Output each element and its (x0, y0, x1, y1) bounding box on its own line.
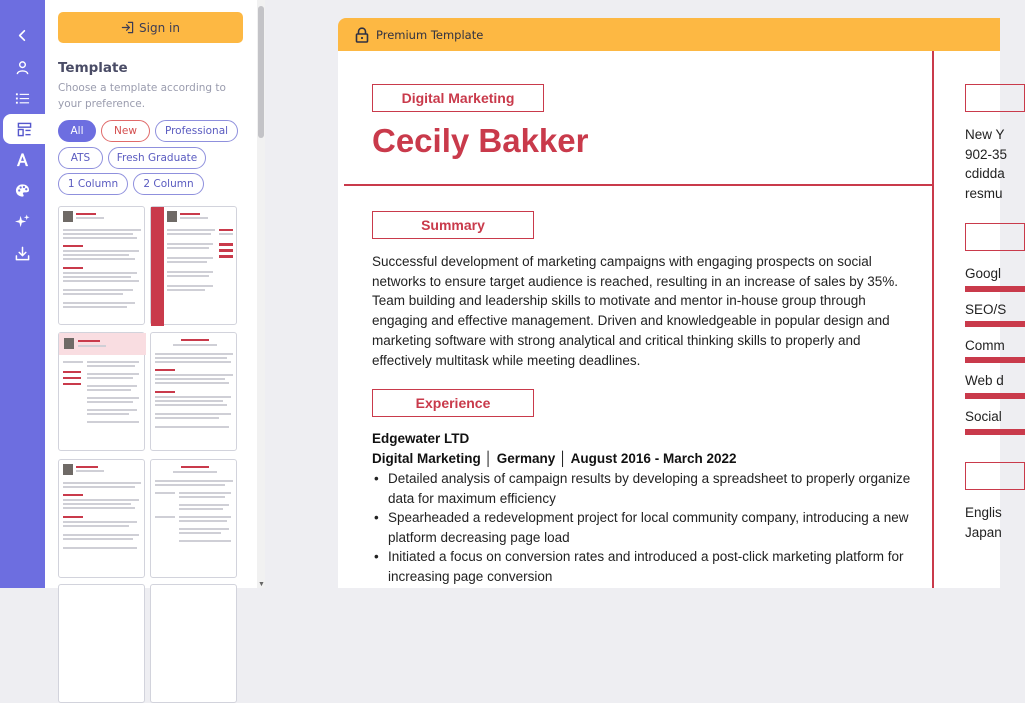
candidate-name: Cecily Bakker (372, 122, 589, 159)
template-thumbnail-8[interactable] (150, 584, 237, 703)
contact-line: 902-35 (965, 147, 1008, 162)
summary-heading-box (372, 211, 534, 239)
job-title: Digital Marketing (401, 90, 515, 106)
color-button[interactable] (0, 175, 45, 205)
premium-banner-label: Premium Template (376, 27, 484, 42)
scrollbar-thumb[interactable] (258, 6, 264, 138)
download-icon (15, 246, 30, 261)
filter-chip-1-column[interactable]: 1 Column (58, 173, 128, 195)
experience-heading: Experience (415, 395, 491, 411)
template-button[interactable] (3, 114, 45, 144)
panel-title: Template (58, 60, 128, 76)
contact-line: New Y (965, 127, 1005, 142)
summary-heading: Summary (421, 217, 485, 233)
template-thumbnail-7[interactable] (58, 584, 145, 703)
skill-bar (965, 321, 1025, 327)
filter-chip-all[interactable]: All (58, 120, 96, 142)
list-icon (15, 91, 30, 106)
filter-chip-fresh-graduate[interactable]: Fresh Graduate (108, 147, 206, 169)
template-thumbnail-1[interactable] (58, 206, 145, 325)
template-thumbnail-3[interactable] (58, 332, 145, 451)
filter-chip-professional[interactable]: Professional (155, 120, 238, 142)
panel-scrollbar[interactable] (257, 0, 265, 588)
panel-description: Choose a template according to your preference. (58, 82, 226, 110)
language-name: Japan (965, 525, 1002, 540)
languages-heading-box (965, 462, 1025, 490)
icon-rail (0, 0, 45, 588)
experience-heading-box (372, 389, 534, 417)
resume-preview[interactable] (338, 51, 1008, 588)
personal-info-button[interactable] (0, 52, 45, 82)
back-button[interactable] (0, 20, 45, 50)
lock-icon (355, 27, 369, 43)
template-thumbnail-5[interactable] (58, 459, 145, 578)
sign-in-label: Sign in (139, 20, 180, 35)
column-divider (932, 51, 934, 588)
palette-icon (15, 183, 30, 198)
list-item: • Initiated a focus on conversion rates and introduced a post-click marketing platform for increasing page conversion (372, 547, 912, 586)
sign-in-icon (121, 21, 134, 34)
download-button[interactable] (0, 238, 45, 268)
template-thumbnail-4[interactable] (150, 332, 237, 451)
ai-assist-button[interactable] (0, 206, 45, 236)
experience-company: Edgewater LTD (372, 431, 470, 446)
filter-chip-2-column[interactable]: 2 Column (133, 173, 204, 195)
experience-role: Digital Marketing │ Germany │ August 2016 - March 2022 (372, 451, 737, 466)
contact-line: cdidda (965, 166, 1005, 181)
skill-name: Social (965, 409, 1002, 424)
list-item: • Detailed analysis of campaign results by developing a spreadsheet to properly organize data for maximum efficiency (372, 469, 912, 508)
chevron-left-icon (15, 28, 30, 43)
premium-banner (338, 18, 1000, 51)
job-title-box (372, 84, 544, 112)
user-icon (15, 60, 30, 75)
skill-name: SEO/S (965, 302, 1007, 317)
skill-name: Web d (965, 373, 1004, 388)
contact-heading-box (965, 84, 1025, 112)
font-icon (15, 152, 30, 167)
template-icon (17, 122, 32, 137)
header-divider (344, 184, 932, 186)
skill-bar (965, 357, 1025, 363)
filter-chip-ats[interactable]: ATS (58, 147, 103, 169)
skill-name: Googl (965, 266, 1002, 281)
list-item: • Spearheaded a redevelopment project for local community company, introducing a new platform decreasing page load (372, 508, 912, 547)
font-button[interactable] (0, 144, 45, 174)
sections-button[interactable] (0, 83, 45, 113)
skill-name: Comm (965, 338, 1005, 353)
experience-bullets (372, 469, 912, 586)
contact-line: resmu (965, 186, 1003, 201)
skill-bar (965, 429, 1025, 435)
template-panel (45, 0, 265, 588)
skill-bar (965, 286, 1025, 292)
template-thumbnail-6[interactable] (150, 459, 237, 578)
sparkle-icon (15, 214, 30, 229)
filter-chip-new[interactable]: New (101, 120, 150, 142)
skill-bar (965, 393, 1025, 399)
template-thumbnail-2[interactable] (150, 206, 237, 325)
sign-in-button[interactable] (58, 12, 243, 43)
language-name: Englis (965, 505, 1002, 520)
skills-heading-box (965, 223, 1025, 251)
scroll-down-arrow-icon[interactable]: ▼ (258, 581, 265, 588)
summary-text: Successful development of marketing campaigns with engaging prospects on social networks to ensure target audience is reached, resulting in an increase of sales by 35%. Team building and leadership skills to motivate and mentor in-house group through engaging and effective management. Driven and knowledgeable in popular design and marketing software with strong analytical and critical thinking skills to properly and effectively multitask while meeting deadlines. (372, 254, 899, 368)
